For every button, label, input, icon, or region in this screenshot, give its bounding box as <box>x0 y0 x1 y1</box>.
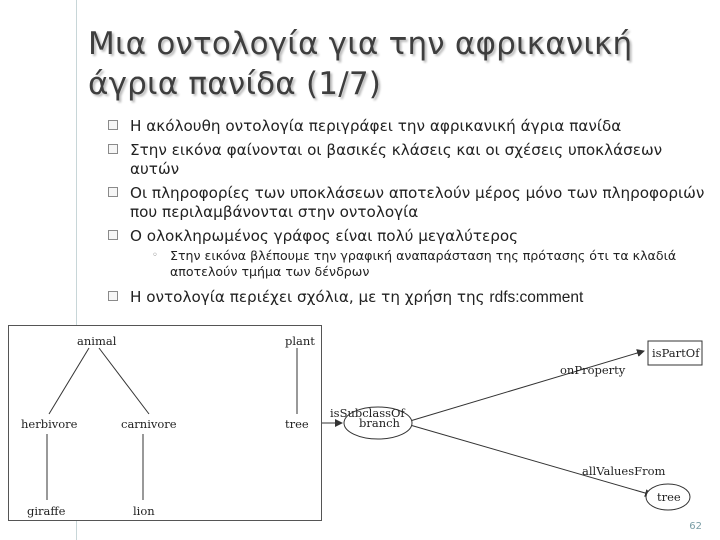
node-tree: tree <box>285 417 309 431</box>
page-number: 62 <box>689 521 702 532</box>
node-branch: branch <box>359 416 400 430</box>
bullet-list <box>106 117 706 312</box>
label-onProperty: onProperty <box>560 363 626 377</box>
bullet-text: Στην εικόνα φαίνονται οι βασικές κλάσεις και οι σχέσεις υποκλάσεων αυτών <box>130 140 663 178</box>
square-bullet-icon <box>108 230 118 240</box>
bullet-item <box>106 288 706 308</box>
node-lion: lion <box>133 504 155 518</box>
slide-title: Μια οντολογία για την αφρικανική άγρια πανίδα (1/7) <box>88 26 633 102</box>
label-isSubclassOf: isSubclassOf <box>330 406 405 420</box>
class-hierarchy-svg <box>9 326 321 520</box>
node-carnivore: carnivore <box>121 417 177 431</box>
restriction-graph-figure <box>322 325 708 521</box>
node-plant: plant <box>285 334 315 348</box>
circle-bullet-icon: ◦ <box>152 250 158 261</box>
restriction-graph-svg <box>322 325 708 521</box>
class-hierarchy-figure <box>8 325 322 521</box>
bullet-item <box>106 227 706 281</box>
edge-animal-herbivore <box>49 348 89 414</box>
ontology-diagram <box>8 325 708 525</box>
sub-bullet <box>130 248 706 280</box>
edge-animal-carnivore <box>99 348 149 414</box>
sub-bullet-text: Στην εικόνα βλέπουμε την γραφική αναπαράσταση της πρότασης ότι τα κλαδιά αποτελούν τμήμα των δένδρων <box>170 248 677 279</box>
node-giraffe: giraffe <box>27 504 66 518</box>
node-animal: animal <box>77 334 117 348</box>
edge-onProperty <box>410 351 644 421</box>
square-bullet-icon <box>108 291 118 301</box>
bullet-item <box>106 117 706 137</box>
bullet-item <box>106 141 706 180</box>
bullet-text: Η οντολογία περιέχει σχόλια, με τη χρήση της <box>130 288 490 306</box>
bullet-text: Η ακόλουθη οντολογία περιγράφει την αφρικανική άγρια πανίδα <box>130 117 622 135</box>
square-bullet-icon <box>108 187 118 197</box>
square-bullet-icon <box>108 120 118 130</box>
bullet-text: Ο ολοκληρωμένος γράφος είναι πολύ μεγαλύτερος <box>130 226 519 245</box>
bullet-item <box>106 184 706 223</box>
square-bullet-icon <box>108 144 118 154</box>
graph-node-tree: tree <box>657 490 681 504</box>
rdfs-comment-term: rdfs:comment <box>489 289 584 306</box>
node-isPartOf: isPartOf <box>652 346 700 360</box>
edge-allValuesFrom <box>410 425 652 495</box>
node-herbivore: herbivore <box>21 417 78 431</box>
label-allValuesFrom: allValuesFrom <box>582 464 666 478</box>
bullet-text: Οι πληροφορίες των υποκλάσεων αποτελούν μέρος μόνο των πληροφοριών που περιλαμβάνονται στην οντολογία <box>130 183 705 221</box>
